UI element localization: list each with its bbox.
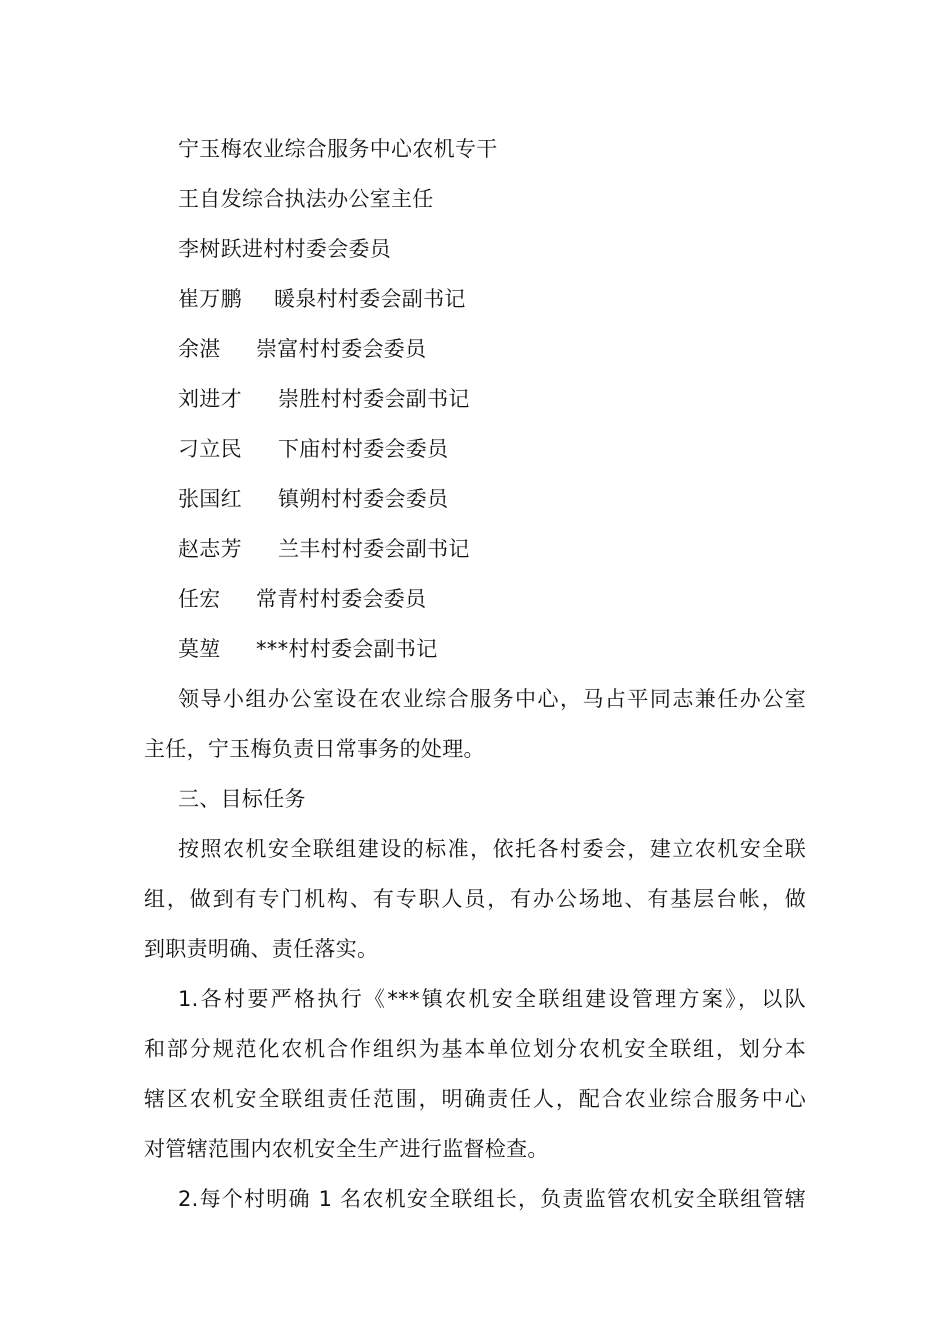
roster-row [144, 174, 806, 224]
member-name: 莫堃 [178, 637, 221, 661]
roster-row [144, 524, 806, 574]
roster-row [144, 324, 806, 374]
member-name: 李树跃 [178, 237, 242, 261]
roster-row [144, 374, 806, 424]
office-paragraph [144, 674, 806, 774]
section-heading: 三、目标任务 [178, 787, 306, 811]
roster-row [144, 624, 806, 674]
member-role: 农业综合服务中心农机专干 [241, 137, 498, 161]
item-1-paragraph [144, 974, 806, 1174]
paragraph-line: 到职责明确、责任落实。 [144, 937, 379, 961]
member-roster [144, 124, 806, 674]
member-role: 兰丰村村委会副书记 [278, 537, 470, 561]
paragraph-line: 按照农机安全联组建设的标准，依托各村委会，建立农机安全联 [178, 837, 806, 861]
member-role: 综合执法办公室主任 [241, 187, 434, 211]
member-name: 刘进才 [178, 387, 242, 411]
paragraph-line: 领导小组办公室设在农业综合服务中心，马占平同志兼任办公室 [178, 687, 806, 711]
member-name: 宁玉梅 [178, 137, 242, 161]
roster-row [144, 274, 806, 324]
paragraph-line: 主任，宁玉梅负责日常事务的处理。 [144, 737, 485, 761]
paragraph-line: 和部分规范化农机合作组织为基本单位划分农机安全联组，划分本 [144, 1037, 806, 1061]
paragraph-line: 2.每个村明确 1 名农机安全联组长，负责监管农机安全联组管辖 [178, 1187, 806, 1211]
roster-row [144, 124, 806, 174]
member-name: 余湛 [178, 337, 221, 361]
target-paragraph [144, 824, 806, 974]
member-name: 赵志芳 [178, 537, 242, 561]
member-name: 王自发 [178, 187, 242, 211]
member-role: ***村村委会副书记 [256, 637, 438, 661]
member-role: 常青村村委会委员 [256, 587, 427, 611]
member-role: 崇富村村委会委员 [256, 337, 427, 361]
paragraph-line: 辖区农机安全联组责任范围，明确责任人，配合农业综合服务中心 [144, 1087, 806, 1111]
roster-row [144, 474, 806, 524]
member-role: 崇胜村村委会副书记 [278, 387, 470, 411]
member-role: 暖泉村村委会副书记 [274, 287, 466, 311]
item-2-paragraph [144, 1174, 806, 1224]
member-role: 进村村委会委员 [241, 237, 392, 261]
roster-row [144, 224, 806, 274]
paragraph-line: 对管辖范围内农机安全生产进行监督检查。 [144, 1137, 549, 1161]
member-name: 任宏 [178, 587, 221, 611]
member-name: 崔万鹏 [178, 287, 242, 311]
paragraph-line: 1.各村要严格执行《***镇农机安全联组建设管理方案》，以队 [178, 987, 806, 1011]
roster-row [144, 574, 806, 624]
member-role: 镇朔村村委会委员 [278, 487, 449, 511]
member-role: 下庙村村委会委员 [278, 437, 449, 461]
roster-row [144, 424, 806, 474]
member-name: 刁立民 [178, 437, 242, 461]
member-name: 张国红 [178, 487, 242, 511]
paragraph-line: 组，做到有专门机构、有专职人员，有办公场地、有基层台帐，做 [144, 887, 806, 911]
document-body [144, 124, 806, 1224]
